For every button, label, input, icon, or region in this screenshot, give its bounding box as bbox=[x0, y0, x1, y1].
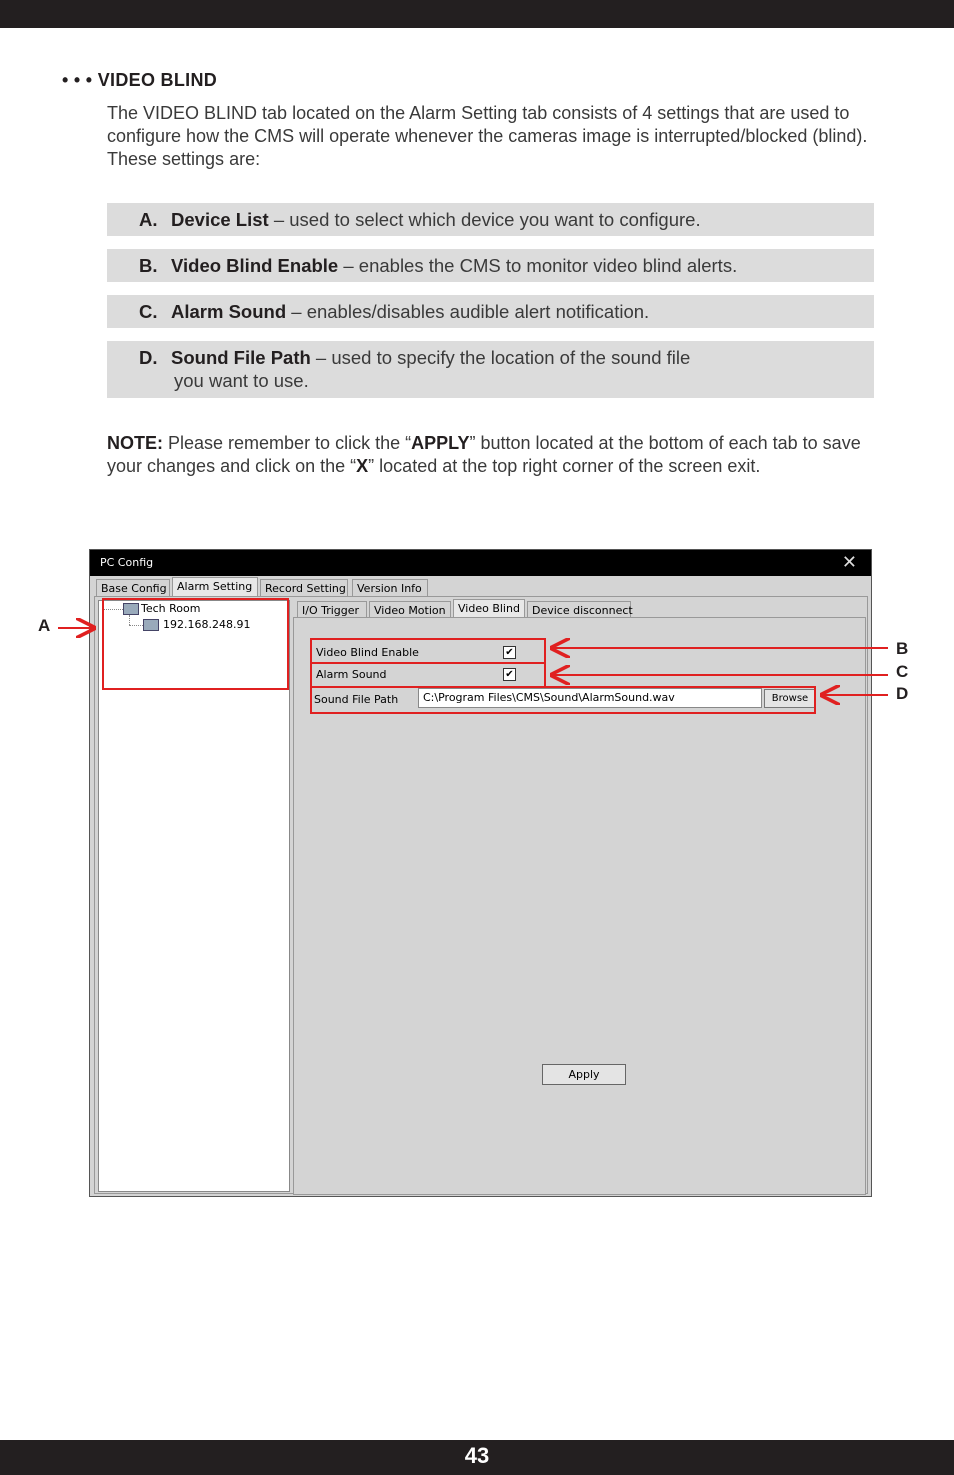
item-term: Device List bbox=[171, 209, 269, 230]
alarm-sound-label: Alarm Sound bbox=[316, 668, 387, 681]
alarm-sound-checkbox[interactable]: ✔ bbox=[503, 668, 516, 681]
tab-version-info[interactable]: Version Info bbox=[352, 579, 428, 596]
item-term: Sound File Path bbox=[171, 347, 311, 368]
item-term: Video Blind Enable bbox=[171, 255, 339, 276]
item-desc: – enables/disables audible alert notification. bbox=[286, 301, 650, 322]
item-desc-continued: you want to use. bbox=[174, 370, 309, 391]
heading-title: VIDEO BLIND bbox=[97, 70, 218, 90]
note-apply: APPLY bbox=[411, 433, 470, 453]
item-desc: – enables the CMS to monitor video blind alerts. bbox=[338, 255, 738, 276]
tab-io-trigger[interactable]: I/O Trigger bbox=[297, 601, 367, 618]
window-title: PC Config bbox=[100, 556, 154, 569]
item-term: Alarm Sound bbox=[171, 301, 287, 322]
tree-device-ip[interactable]: 192.168.248.91 bbox=[163, 618, 251, 631]
tab-record-setting[interactable]: Record Setting bbox=[260, 579, 348, 596]
item-letter: A. bbox=[139, 209, 158, 230]
sound-file-path-input[interactable]: C:\Program Files\CMS\Sound\AlarmSound.wav bbox=[418, 688, 762, 708]
note-label: NOTE: bbox=[107, 433, 163, 453]
video-blind-enable-label: Video Blind Enable bbox=[316, 646, 419, 659]
item-letter: C. bbox=[139, 301, 158, 322]
note-text-3: ” located at the top right corner of the screen exit. bbox=[368, 456, 761, 476]
tab-video-blind[interactable]: Video Blind bbox=[453, 599, 525, 619]
apply-button[interactable]: Apply bbox=[542, 1064, 626, 1085]
tab-device-disconnect[interactable]: Device disconnect bbox=[527, 601, 631, 618]
item-letter: D. bbox=[139, 347, 158, 368]
tab-base-config[interactable]: Base Config bbox=[96, 579, 170, 596]
sound-file-path-label: Sound File Path bbox=[314, 693, 399, 706]
tab-alarm-setting[interactable]: Alarm Setting bbox=[172, 577, 258, 597]
callout-b: B bbox=[896, 639, 909, 658]
note-x: X bbox=[356, 456, 369, 476]
tree-group-tech-room[interactable]: Tech Room bbox=[141, 602, 201, 615]
browse-button[interactable]: Browse bbox=[764, 689, 816, 708]
page-number: 43 bbox=[464, 1443, 490, 1468]
tab-video-motion[interactable]: Video Motion bbox=[369, 601, 451, 618]
callout-a: A bbox=[38, 616, 51, 635]
note-text-1: Please remember to click the “ bbox=[163, 433, 412, 453]
item-desc: – used to select which device you want to configure. bbox=[268, 209, 701, 230]
note-text-2: ” button located at the bottom of each tab to save your changes and click on the “ bbox=[107, 433, 861, 476]
heading-bullets: • • • bbox=[62, 70, 93, 90]
callout-c: C bbox=[896, 662, 909, 681]
item-desc: – used to specify the location of the sound file bbox=[310, 347, 691, 368]
callout-d: D bbox=[896, 684, 909, 703]
item-letter: B. bbox=[139, 255, 158, 276]
close-icon[interactable]: ✕ bbox=[841, 552, 857, 573]
intro-paragraph: The VIDEO BLIND tab located on the Alarm Setting tab consists of 4 settings that are used to configure how the CMS will operate whenever the cameras image is interrupted/blocked (blind). These settings are: bbox=[107, 103, 868, 169]
video-blind-enable-checkbox[interactable]: ✔ bbox=[503, 646, 516, 659]
